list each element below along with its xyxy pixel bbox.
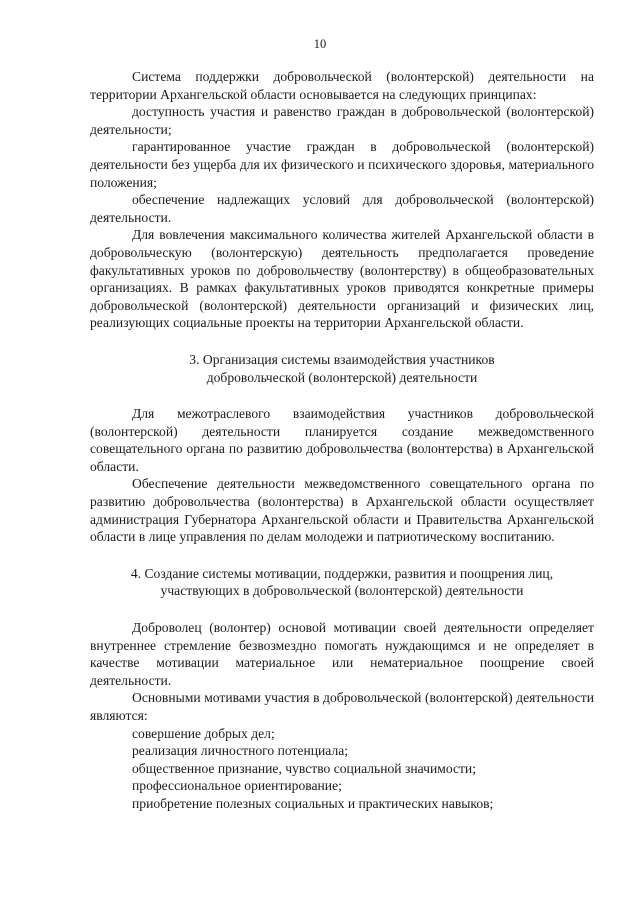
motive-item: общественное признание, чувство социальной значимости; <box>132 760 476 776</box>
page-content <box>90 68 594 813</box>
section-4-heading <box>90 565 594 600</box>
section-4-heading-line: участвующих в добровольческой (волонтерской) деятельности <box>160 583 524 599</box>
section-3-heading-line: 3. Организация системы взаимодействия участников <box>189 351 495 367</box>
elective-lessons-paragraph: Для вовлечения максимального количества жителей Архангельской области в добровольческую (волонтерскую) деятельность предполагается проведение факультативных уроков по добровольчеству (волонтерству) в общеобразовательных организациях. В рамках факультативных уроков приводятся конкретные примеры добровольческой (волонтерской) деятельности организаций и физических лиц, реализующих социальные проекты на территории Архангельской области. <box>90 227 594 331</box>
section-4-heading-line: 4. Создание системы мотивации, поддержки, развития и поощрения лиц, <box>130 565 554 581</box>
section-4-paragraph: Основными мотивами участия в добровольческой (волонтерской) деятельности являются: <box>90 690 594 723</box>
spacer <box>90 546 594 565</box>
principle-item: гарантированное участие граждан в добровольческой (волонтерской) деятельности без ущерба для их физического и психического здоровья, материального положения; <box>90 139 594 190</box>
section-3-heading <box>90 351 594 386</box>
principles-intro-paragraph: Система поддержки добровольческой (волонтерской) деятельности на территории Архангельской области основывается на следующих принципах: <box>90 69 594 102</box>
page-number: 10 <box>313 37 327 51</box>
principle-item: доступность участия и равенство граждан в добровольческой (волонтерской) деятельности; <box>90 104 594 137</box>
principle-item: обеспечение надлежащих условий для добровольческой (волонтерской) деятельности. <box>90 192 594 225</box>
motive-item: совершение добрых дел; <box>132 725 275 741</box>
section-3-heading-line: добровольческой (волонтерской) деятельности <box>206 369 478 385</box>
section-3-paragraph: Обеспечение деятельности межведомственного совещательного органа по развитию добровольчества (волонтерства) в Архангельской области осуществляет администрация Губернатора Архангельской области и Правительства Архангельской области в лице управления по делам молодежи и патриотическому воспитанию. <box>90 476 594 545</box>
section-4-paragraph: Доброволец (волонтер) основой мотивации своей деятельности определяет внутреннее стремление безвозмездно помогать нуждающимся и не определяет в качестве мотивации материальное или нематериальное поощрение своей деятельности. <box>90 620 594 688</box>
motive-item: реализация личностного потенциала; <box>132 743 349 759</box>
motive-item: приобретение полезных социальных и практических навыков; <box>132 795 494 811</box>
spacer <box>90 332 594 351</box>
motive-item: профессиональное ориентирование; <box>132 778 342 794</box>
section-3-paragraph: Для межотраслевого взаимодействия участников добровольческой (волонтерской) деятельности планируется создание межведомственного совещательного органа по развитию добровольчества (волонтерства) в Архангельской области. <box>90 406 594 474</box>
spacer <box>90 600 594 619</box>
spacer <box>90 386 594 405</box>
